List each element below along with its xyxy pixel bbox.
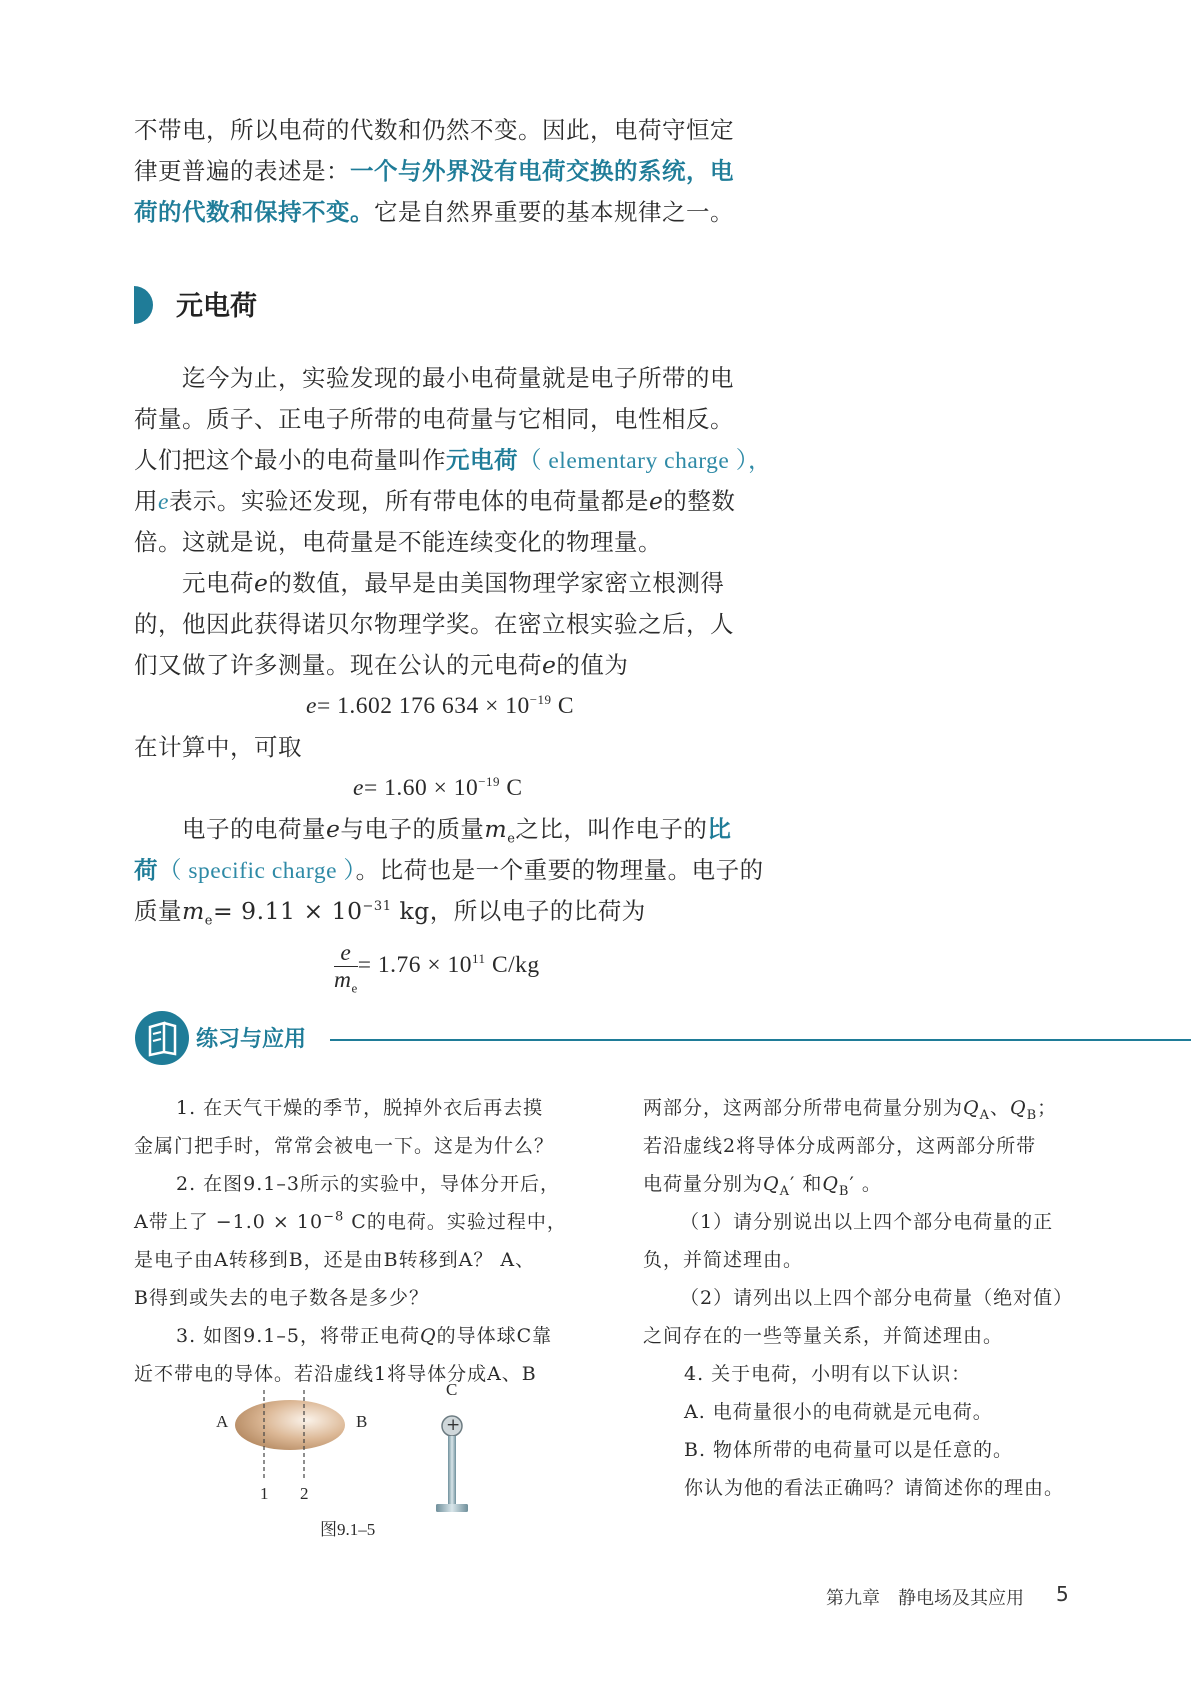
figure-caption: 图9.1–5 bbox=[320, 1520, 376, 1539]
label-a: A bbox=[216, 1412, 229, 1431]
ex-q2-line-1: 2. 在图9.1–3所示的实验中，导体分开后， bbox=[176, 1173, 560, 1195]
insulating-stand bbox=[448, 1436, 456, 1506]
law-highlight-end: 荷的代数和保持不变。 bbox=[134, 198, 374, 226]
p1-line-2: 荷量。质子、正电子所带的电荷量与它相同，电性相反。 bbox=[134, 405, 734, 433]
equation-exact-e: e= 1.602 176 $634 \times 10^{-19}$ C bbox=[306, 692, 575, 719]
ex-q1-line-1: 1. 在天气干燥的季节，脱掉外衣后再去摸 bbox=[176, 1097, 544, 1119]
ex-q2-line-4: B得到或失去的电子数各是多少？ bbox=[134, 1287, 429, 1309]
ex-r-line-6: （2）请列出以上四个部分电荷量（绝对值） bbox=[680, 1287, 1074, 1309]
fraction-e-over-me: $\frac{e}{m_e}$ bbox=[334, 940, 358, 996]
ex-q4-option-a: A. 电荷量很小的电荷就是元电荷。 bbox=[684, 1401, 993, 1423]
stand-base bbox=[436, 1504, 468, 1512]
ex-r-line-2: 若沿虚线2将导体分成两部分，这两部分所带 bbox=[643, 1135, 1037, 1157]
term-specific-charge-en: （ specific charge ） bbox=[158, 858, 356, 884]
ex-r-line-3: 电荷量分别为$Q_A'$ 和$Q_B'$ 。 bbox=[643, 1173, 882, 1199]
p3-line-2: 荷（ specific charge ）。比荷也是一个重要的物理量。电子的 bbox=[134, 856, 764, 884]
ex-q1-line-2: 金属门把手时，常常会被电一下。这是为什么？ bbox=[134, 1135, 555, 1157]
ex-q3-line-2: 近不带电的导体。若沿虚线1将导体分成A、B bbox=[134, 1363, 537, 1385]
ex-q4-question: 你认为他的看法正确吗？请简述你的理由。 bbox=[684, 1477, 1065, 1499]
term-elementary-charge: 元电荷 bbox=[446, 446, 518, 474]
p2-line-1: 元电荷e的数值，最早是由美国物理学家密立根测得 bbox=[182, 569, 725, 597]
exercise-header bbox=[134, 1010, 1191, 1066]
p2-line-2: 的，他因此获得诺贝尔物理学奖。在密立根实验之后，人 bbox=[134, 610, 734, 638]
intro-line-3: 荷的代数和保持不变。它是自然界重要的基本规律之一。 bbox=[134, 198, 734, 226]
ex-q2-line-2: A带上了 $-1.0 \times 10^{-8}$ C的电荷。实验过程中， bbox=[134, 1209, 567, 1233]
term-specific-charge: 比 bbox=[707, 815, 732, 843]
label-line-1: 1 bbox=[260, 1484, 269, 1503]
section-title: 元电荷 bbox=[176, 291, 257, 322]
equation-approx-e: $e= 1.60 \times 10^{-19}$ C bbox=[353, 774, 523, 801]
calc-line: 在计算中，可取 bbox=[134, 733, 302, 761]
ex-q4-line-1: 4. 关于电荷，小明有以下认识： bbox=[684, 1363, 972, 1385]
law-highlight: 一个与外界没有电荷交换的系统，电 bbox=[350, 157, 734, 185]
intro-line-2: 律更普遍的表述是：一个与外界没有电荷交换的系统，电 bbox=[134, 157, 734, 185]
exercise-book-icon bbox=[134, 1010, 190, 1066]
plus-sign: + bbox=[446, 1415, 461, 1435]
footer-chapter: 第九章 静电场及其应用 bbox=[826, 1588, 1024, 1609]
half-circle-icon bbox=[134, 286, 156, 324]
page-number: 5 bbox=[1056, 1582, 1069, 1606]
ex-r-line-5: 负，并简述理由。 bbox=[643, 1249, 804, 1271]
p3-line-3: 质量$m_e= 9.11 \times 10^{-31}$ kg，所以电子的比荷为 bbox=[134, 897, 646, 929]
exercise-title: 练习与应用 bbox=[196, 1027, 307, 1052]
ex-r-line-7: 之间存在的一些等量关系，并简述理由。 bbox=[643, 1325, 1004, 1347]
equation-specific-charge: $\frac{e}{m_e}$ = $1.76 \times 10^{11}$ C/kg bbox=[334, 940, 540, 996]
ex-r-line-4: （1）请分别说出以上四个部分电荷量的正 bbox=[680, 1211, 1054, 1233]
p1-line-1: 迄今为止，实验发现的最小电荷量就是电子所带的电 bbox=[182, 364, 734, 392]
conductor-ellipse bbox=[235, 1400, 345, 1450]
p3-line-1: 电子的电荷量e与电子的质量$m_e$之比，叫作电子的比 bbox=[182, 815, 732, 847]
p1-line-4: 用e表示。实验还发现，所有带电体的电荷量都是e的整数 bbox=[134, 487, 736, 515]
ex-r-line-1: 两部分，这两部分所带电荷量分别为$Q_A$、$Q_B$； bbox=[643, 1097, 1058, 1123]
term-elementary-charge-en: （ elementary charge ）， bbox=[518, 448, 772, 474]
intro-line-1: 不带电，所以电荷的代数和仍然不变。因此，电荷守恒定 bbox=[134, 116, 734, 144]
label-c: C bbox=[446, 1380, 458, 1399]
figure-9-1-5 bbox=[216, 1380, 500, 1540]
ex-q2-line-3: 是电子由A转移到B，还是由B转移到A？ A、 bbox=[134, 1249, 536, 1271]
ex-q3-line-1: 3. 如图9.1–5，将带正电荷Q的导体球C靠 bbox=[176, 1325, 553, 1347]
ex-q4-option-b: B. 物体所带的电荷量可以是任意的。 bbox=[684, 1439, 1014, 1461]
section-heading bbox=[134, 286, 534, 322]
p2-line-3: 们又做了许多测量。现在公认的元电荷e的值为 bbox=[134, 651, 629, 679]
p1-line-3: 人们把这个最小的电荷量叫作元电荷（ elementary charge ）， bbox=[134, 446, 772, 474]
label-line-2: 2 bbox=[300, 1484, 309, 1503]
exercise-divider bbox=[330, 1039, 1191, 1041]
label-b: B bbox=[356, 1412, 368, 1431]
p1-line-5: 倍。这就是说，电荷量是不能连续变化的物理量。 bbox=[134, 528, 662, 556]
